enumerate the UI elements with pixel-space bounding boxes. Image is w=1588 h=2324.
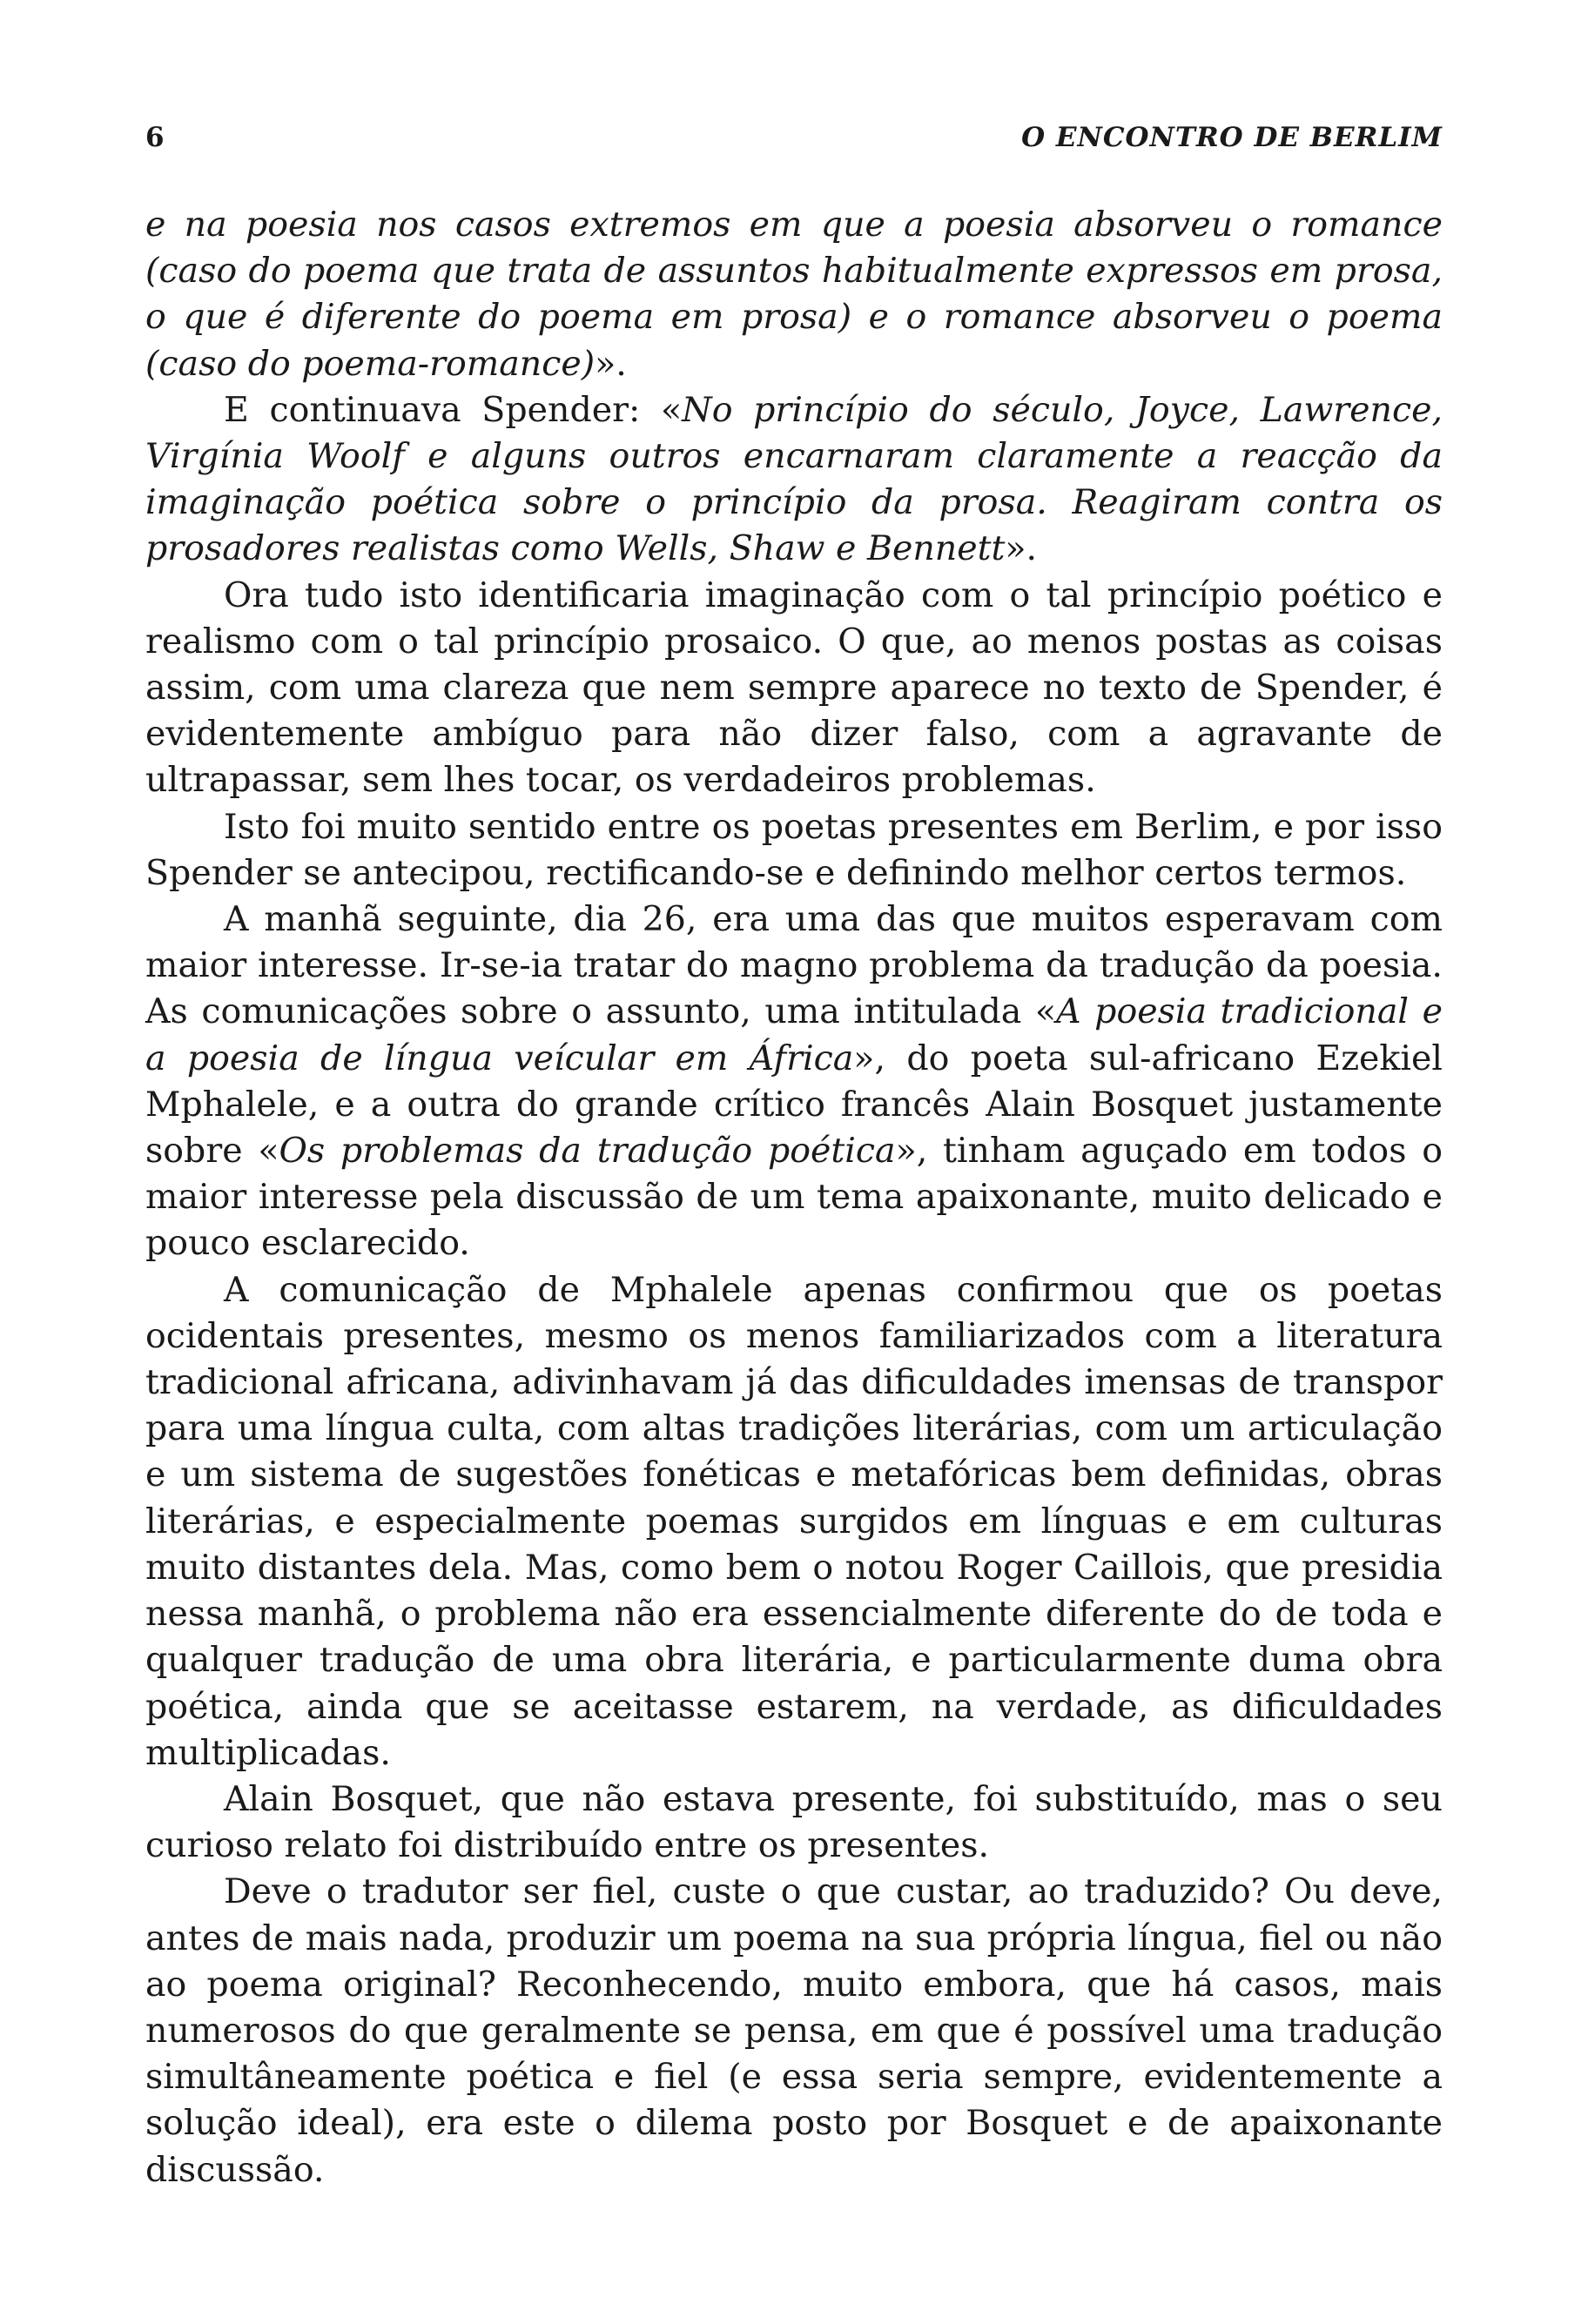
text-segment: », do poeta sul-africano Ezekiel Mphalele, e a outra do grande crítico francês Alain Bosquet justamente sobre « bbox=[145, 1038, 1443, 1172]
text-segment: Ora tudo isto identificaria imaginação com o tal princípio poético e realismo com o tal princípio prosaico. O que, ao menos postas as coisas assim, com uma clareza que nem sempre aparece no texto de Spender, é evidentemente ambíguo para não dizer falso, com a agravante de ultrapassar, sem lhes tocar, os verdadeiros problemas. bbox=[145, 574, 1443, 801]
italic-text-segment: e na poesia nos casos extremos em que a poesia absorveu o romance (caso do poema que trata de assuntos habitualmente expressos em prosa, o que é diferente do poema em prosa) e o romance absorveu o poema (caso do poema-romance) bbox=[145, 205, 1443, 384]
running-title: O ENCONTRO DE BERLIM bbox=[1021, 122, 1443, 153]
body-text bbox=[145, 202, 1443, 2193]
paragraph bbox=[145, 202, 1443, 387]
page-number: 6 bbox=[145, 122, 165, 153]
text-segment: Alain Bosquet, que não estava presente, foi substituído, mas o seu curioso relato foi distribuído entre os presentes. bbox=[145, 1778, 1443, 1866]
paragraph bbox=[145, 804, 1443, 897]
text-segment: », tinham aguçado em todos o maior interesse pela discussão de um tema apaixonante, muito delicado e pouco esclarecido. bbox=[145, 1131, 1443, 1264]
paragraph bbox=[145, 387, 1443, 573]
italic-text-segment: No princípio do século, Joyce, Lawrence, Virgínia Woolf e alguns outros encarnaram claramente a reacção da imaginação poética sobre o princípio da prosa. Reagiram contra os prosadores realistas como Wells, Shaw e Bennett bbox=[145, 389, 1443, 569]
text-segment: ». bbox=[595, 343, 627, 384]
text-segment: ». bbox=[1005, 528, 1038, 569]
paragraph bbox=[145, 1777, 1443, 1869]
book-page bbox=[145, 122, 1443, 2193]
text-segment: Isto foi muito sentido entre os poetas presentes em Berlim, e por isso Spender se antecipou, rectificando-se e definindo melhor certos termos. bbox=[145, 806, 1443, 893]
text-segment: A manhã seguinte, dia 26, era uma das que muitos esperavam com maior interesse. Ir-se-ia tratar do magno problema da tradução da poesia. As comunicações sobre o assunto, uma intitulada « bbox=[145, 899, 1443, 1032]
paragraph bbox=[145, 1267, 1443, 1777]
paragraph bbox=[145, 573, 1443, 804]
italic-text-segment: Os problemas da tradução poética bbox=[279, 1131, 896, 1172]
text-segment: Deve o tradutor ser fiel, custe o que custar, ao traduzido? Ou deve, antes de mais nada, produzir um poema na sua própria língua, fiel ou não ao poema original? Reconhecendo, muito embora, que há casos, mais numerosos do que geralmente se pensa, em que é possível uma tradução simultâneamente poética e fiel (e essa seria sempre, evidentemente a solução ideal), era este o dilema posto por Bosquet e de apaixonante discussão. bbox=[145, 1871, 1443, 2190]
italic-text-segment: A poesia tradicional e a poesia de língua veícular em África bbox=[145, 991, 1443, 1078]
text-segment: E continuava Spender: « bbox=[224, 389, 683, 430]
running-head bbox=[145, 122, 1443, 174]
paragraph bbox=[145, 1869, 1443, 2193]
paragraph bbox=[145, 897, 1443, 1267]
text-segment: A comunicação de Mphalele apenas confirmou que os poetas ocidentais presentes, mesmo os menos familiarizados com a literatura tradicional africana, adivinhavam já das dificuldades imensas de transpor para uma língua culta, com altas tradições literárias, com um articulação e um sistema de sugestões fonéticas e metafóricas bem definidas, obras literárias, e especialmente poemas surgidos em línguas e em culturas muito distantes dela. Mas, como bem o notou Roger Caillois, que presidia nessa manhã, o problema não era essencialmente diferente do de toda e qualquer tradução de uma obra literária, e particularmente duma obra poética, ainda que se aceitasse estarem, na verdade, as dificuldades multiplicadas. bbox=[145, 1269, 1443, 1773]
